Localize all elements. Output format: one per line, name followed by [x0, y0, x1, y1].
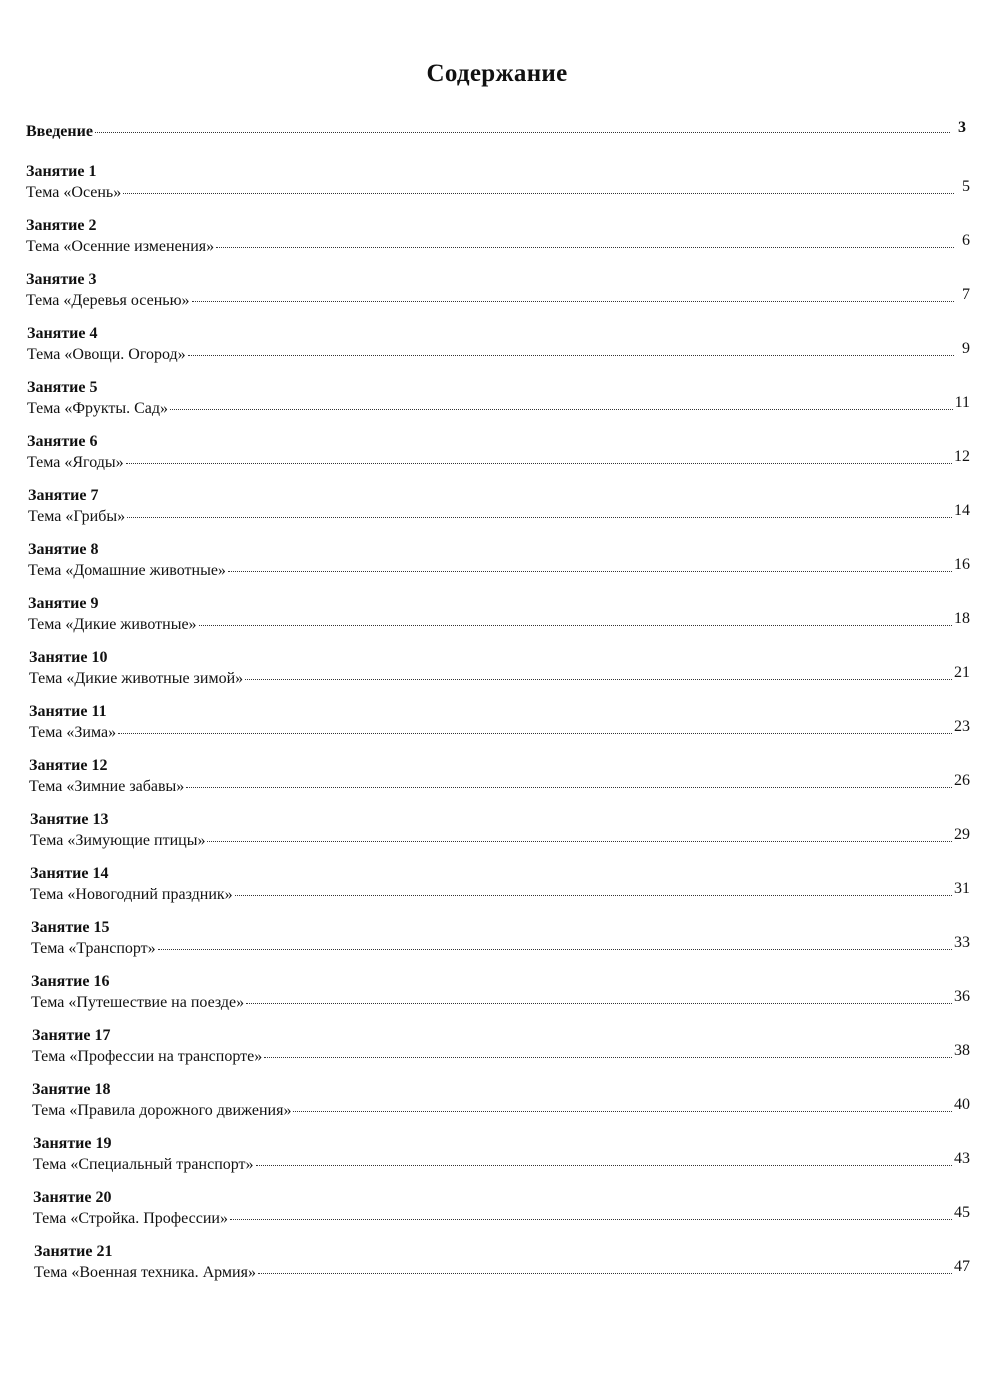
topic-title: Тема «Новогодний праздник»: [30, 886, 233, 903]
toc-entry: [26, 918, 970, 972]
lesson-number: Занятие 8: [28, 541, 99, 558]
topic-title: Тема «Зимующие птицы»: [30, 832, 206, 849]
dot-leader: [293, 1111, 952, 1112]
dot-leader: [230, 1219, 952, 1220]
page-number: 11: [954, 394, 970, 411]
toc-entry: [26, 702, 970, 756]
toc-entry: [26, 432, 970, 486]
lesson-number: Занятие 14: [30, 865, 109, 882]
dot-leader: [170, 409, 953, 410]
topic-title: Тема «Транспорт»: [31, 940, 156, 957]
lesson-number: Занятие 11: [29, 703, 107, 720]
topic-title: Тема «Деревья осенью»: [26, 292, 190, 309]
lesson-number: Занятие 4: [27, 325, 98, 342]
page-number: 43: [954, 1150, 970, 1167]
topic-title: Тема «Грибы»: [28, 508, 126, 525]
intro-page-number: 3: [958, 119, 966, 136]
intro-label: Введение: [26, 123, 93, 140]
toc-list: [26, 162, 970, 1296]
page-number: 7: [962, 286, 970, 303]
toc-entry: [26, 1188, 970, 1242]
lesson-number: Занятие 19: [33, 1135, 112, 1152]
lesson-number: Занятие 2: [26, 217, 97, 234]
topic-row: [30, 826, 970, 852]
toc-entry: [26, 540, 970, 594]
lesson-number: Занятие 15: [31, 919, 110, 936]
page-number: 26: [954, 772, 970, 789]
topic-title: Тема «Фрукты. Сад»: [27, 400, 169, 417]
dot-leader: [123, 193, 954, 194]
dot-leader: [258, 1273, 952, 1274]
topic-row: [30, 880, 970, 906]
topic-row: [29, 718, 970, 744]
page-number: 47: [954, 1258, 970, 1275]
toc-entry: [26, 1080, 970, 1134]
page-number: 29: [954, 826, 970, 843]
lesson-number: Занятие 20: [33, 1189, 112, 1206]
topic-row: [27, 448, 970, 474]
topic-title: Тема «Правила дорожного движения»: [32, 1102, 292, 1119]
toc-entry: [26, 972, 970, 1026]
dot-leader: [216, 247, 954, 248]
toc-entry: [26, 486, 970, 540]
page-number: 45: [954, 1204, 970, 1221]
topic-title: Тема «Зимние забавы»: [29, 778, 185, 795]
topic-title: Тема «Профессии на транспорте»: [32, 1048, 263, 1065]
page-number: 36: [954, 988, 970, 1005]
topic-row: [27, 340, 970, 366]
page-number: 14: [954, 502, 970, 519]
topic-title: Тема «Овощи. Огород»: [27, 346, 186, 363]
topic-title: Тема «Домашние животные»: [28, 562, 226, 579]
topic-row: [26, 286, 970, 312]
page-number: 23: [954, 718, 970, 735]
page-number: 12: [954, 448, 970, 465]
lesson-number: Занятие 17: [32, 1027, 111, 1044]
dot-leader: [228, 571, 952, 572]
toc-entry: [26, 648, 970, 702]
topic-row: [34, 1258, 970, 1284]
toc-intro-entry: [26, 119, 966, 142]
dot-leader: [188, 355, 954, 356]
lesson-number: Занятие 13: [30, 811, 109, 828]
lesson-number: Занятие 10: [29, 649, 108, 666]
toc-entry: [26, 378, 970, 432]
dot-leader: [207, 841, 952, 842]
topic-title: Тема «Военная техника. Армия»: [34, 1264, 256, 1281]
page-number: 9: [962, 340, 970, 357]
dot-leader: [264, 1057, 952, 1058]
lesson-number: Занятие 7: [28, 487, 99, 504]
page-number: 40: [954, 1096, 970, 1113]
topic-title: Тема «Дикие животные зимой»: [29, 670, 244, 687]
topic-row: [32, 1096, 970, 1122]
dot-leader: [186, 787, 952, 788]
topic-row: [28, 502, 970, 528]
page-title: Содержание: [426, 60, 568, 87]
topic-row: [33, 1204, 970, 1230]
lesson-number: Занятие 1: [26, 163, 97, 180]
topic-row: [31, 988, 970, 1014]
page-number: 33: [954, 934, 970, 951]
dot-leader: [118, 733, 952, 734]
dot-leader: [95, 132, 950, 133]
topic-title: Тема «Стройка. Профессии»: [33, 1210, 228, 1227]
dot-leader: [192, 301, 954, 302]
topic-title: Тема «Осенние изменения»: [26, 238, 215, 255]
page-number: 16: [954, 556, 970, 573]
topic-row: [33, 1150, 970, 1176]
topic-row: [26, 232, 970, 258]
page-number: 21: [954, 664, 970, 681]
toc-entry: [26, 810, 970, 864]
toc-entry: [26, 594, 970, 648]
topic-title: Тема «Дикие животные»: [28, 616, 197, 633]
topic-row: [32, 1042, 970, 1068]
topic-title: Тема «Путешествие на поезде»: [31, 994, 245, 1011]
lesson-number: Занятие 3: [26, 271, 97, 288]
page-number: 31: [954, 880, 970, 897]
topic-row: [31, 934, 970, 960]
dot-leader: [127, 517, 952, 518]
lesson-number: Занятие 12: [29, 757, 108, 774]
page-number: 5: [962, 178, 970, 195]
dot-leader: [245, 679, 952, 680]
lesson-number: Занятие 18: [32, 1081, 111, 1098]
lesson-number: Занятие 9: [28, 595, 99, 612]
topic-row: [29, 664, 970, 690]
dot-leader: [235, 895, 952, 896]
lesson-number: Занятие 21: [34, 1243, 113, 1260]
toc-entry: [26, 324, 970, 378]
toc-entry: [26, 216, 970, 270]
toc-entry: [26, 1134, 970, 1188]
dot-leader: [126, 463, 952, 464]
dot-leader: [158, 949, 952, 950]
dot-leader: [256, 1165, 952, 1166]
lesson-number: Занятие 6: [27, 433, 98, 450]
topic-title: Тема «Специальный транспорт»: [33, 1156, 254, 1173]
topic-row: [28, 556, 970, 582]
topic-row: [29, 772, 970, 798]
dot-leader: [199, 625, 952, 626]
toc-entry: [26, 756, 970, 810]
toc-entry: [26, 162, 970, 216]
page-number: 18: [954, 610, 970, 627]
lesson-number: Занятие 16: [31, 973, 110, 990]
lesson-number: Занятие 5: [27, 379, 98, 396]
topic-row: [27, 394, 970, 420]
page-number: 6: [962, 232, 970, 249]
topic-title: Тема «Зима»: [29, 724, 117, 741]
topic-title: Тема «Ягоды»: [27, 454, 124, 471]
toc-entry: [26, 1026, 970, 1080]
topic-title: Тема «Осень»: [26, 184, 122, 201]
toc-entry: [26, 1242, 970, 1296]
topic-row: [28, 610, 970, 636]
dot-leader: [246, 1003, 952, 1004]
page-number: 38: [954, 1042, 970, 1059]
topic-row: [26, 178, 970, 204]
toc-entry: [26, 864, 970, 918]
toc-entry: [26, 270, 970, 324]
